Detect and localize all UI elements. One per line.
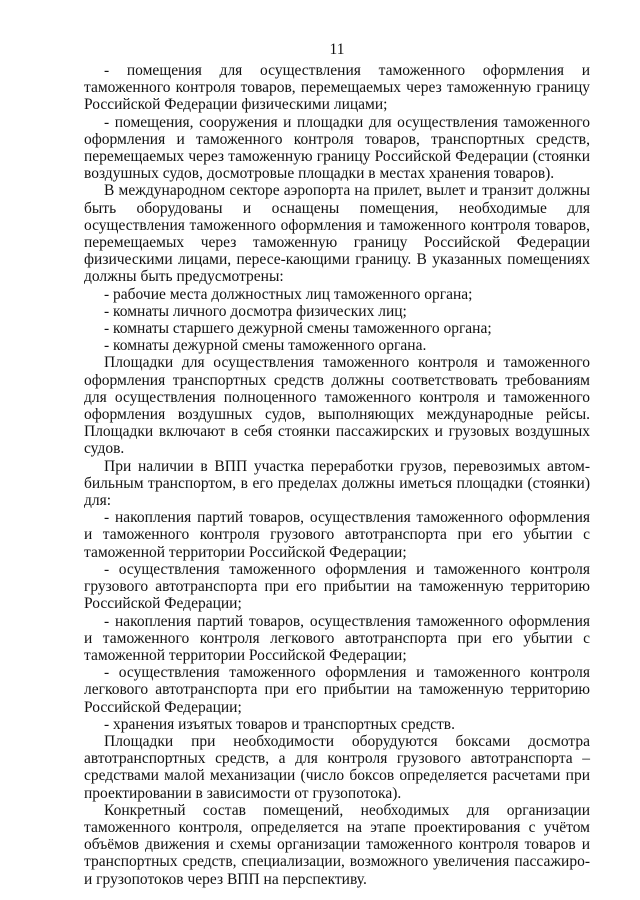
paragraph: - хранения изъятых товаров и транспортных средств. [104, 715, 455, 733]
paragraph: - осуществления таможенного оформления и таможенного контроля легкового автотранспорта при его прибытии на таможенную территорию Российской Федерации; [84, 664, 590, 716]
paragraph: - осуществления таможенного оформления и таможенного контроля грузового автотранспорта при его прибытии на таможенную территорию Российской Федерации; [84, 560, 590, 613]
paragraph: - накопления партий товаров, осуществления таможенного оформления и таможенного контроля грузового автотранспорта при его убытии с таможенной территории Российской Федерации; [84, 509, 590, 561]
paragraph: - помещения, сооружения и площадки для осуществления таможенного оформления и таможенного контроля товаров, транспортных средств, перемещаемых через таможенную границу Российской Федерации (стоянки воздушных судов, досмотровые площадки в местах хранения товаров). [84, 113, 590, 183]
paragraph: Площадки для осуществления таможенного контроля и таможенного оформления транспортных средств должны соответствовать требованиям для осуществления полноценного таможенного контроля и таможенного оформления воздушных судов, выполняющих международные рейсы. Площадки включают в себя стоянки пассажирских и грузовых воздушных судов. [84, 354, 590, 458]
paragraph: Конкретный состав помещений, необходимых для организации таможенного контроля, определяется на этапе проектирования с учётом объёмов движения и схемы организации таможенного контроля товаров и транспортных средств, специализации, возможного увеличения пассажиро- и грузопотоков через ВПП на перспективу. [84, 801, 590, 888]
paragraph: - комнаты старшего дежурной смены таможенного органа; [104, 320, 492, 338]
paragraph: - комнаты дежурной смены таможенного органа. [104, 337, 427, 355]
document-body [84, 62, 590, 888]
paragraph: - комнаты личного досмотра физических лиц; [104, 302, 407, 320]
paragraph: - помещения для осуществления таможенного оформления и таможенного контроля товаров, перемещаемых через таможенную границу Российской Федерации физическими лицами; [84, 62, 590, 114]
paragraph: Площадки при необходимости оборудуются боксами досмотра автотранспортных средств, а для контроля грузового автотранспорта – средствами малой механизации (число боксов определяется расчетами при проектировании в зависимости от грузопотока). [84, 732, 590, 802]
paragraph: - накопления партий товаров, осуществления таможенного оформления и таможенного контроля легкового автотранспорта при его убытии с таможенной территории Российской Федерации; [84, 612, 590, 664]
paragraph: В международном секторе аэропорта на прилет, вылет и транзит должны быть оборудованы и оснащены помещения, необходимые для осуществления таможенного оформления и таможенного контроля товаров, перемещаемых через таможенную границу Российской Федерации физическими лицами, пересе-кающими границу. В указанных помещениях должны быть предусмотрены: [84, 182, 590, 286]
page-number: 11 [329, 41, 345, 58]
paragraph: При наличии в ВПП участка переработки грузов, перевозимых автом-бильным транспортом, в его пределах должны иметься площадки (стоянки) для: [84, 457, 590, 510]
paragraph: - рабочие места должностных лиц таможенного органа; [104, 285, 473, 303]
